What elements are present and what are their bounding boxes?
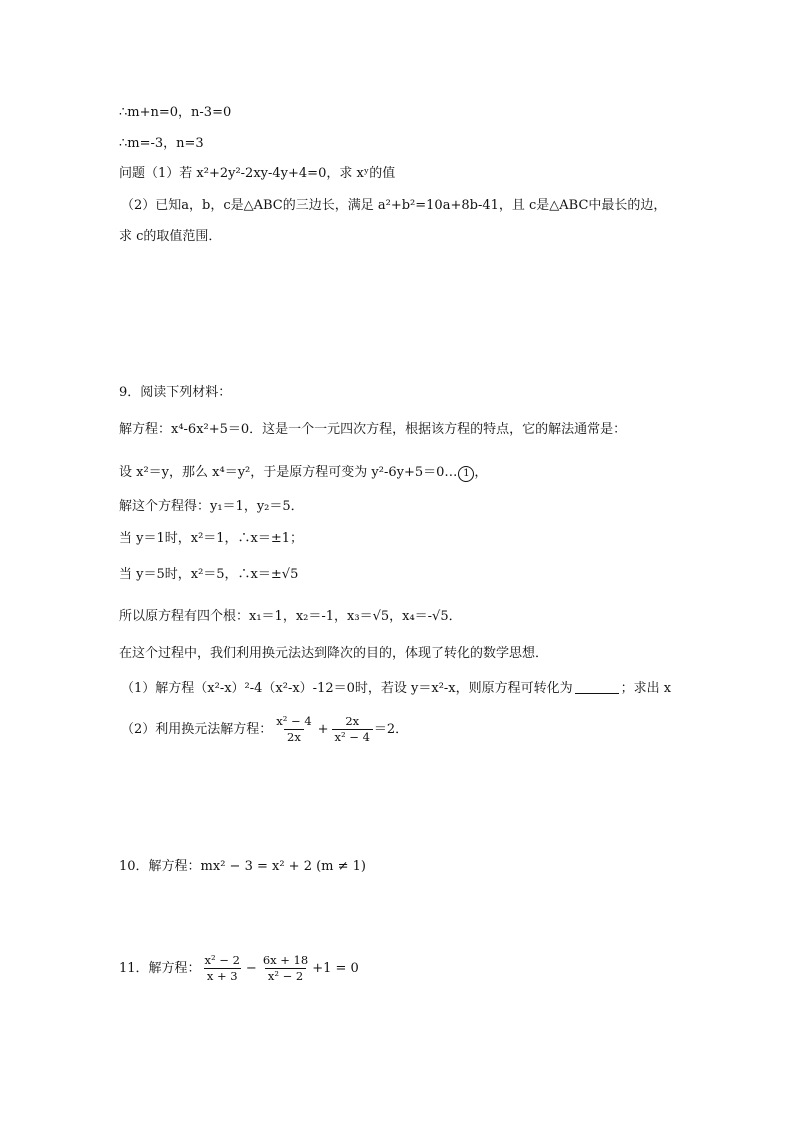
problem-11 <box>119 952 359 986</box>
problem-11-fraction-1-numerator: x² − 2 <box>204 953 240 967</box>
problem-11-fraction-1-denominator: x + 3 <box>204 968 241 983</box>
prev-problem-line-2: ∴m=-3，n=3 <box>119 136 204 151</box>
answer-blank <box>575 693 619 694</box>
problem-11-fraction-2-numerator: 6x + 18 <box>262 953 309 967</box>
problem-9-question-2-suffix: ＝2． <box>373 722 409 737</box>
plus-sign: + <box>317 722 329 737</box>
problem-9-line-3: 解这个方程得：y₁＝1，y₂＝5． <box>119 499 304 514</box>
problem-9-line-1: 解方程：x⁴-6x²+5＝0．这是一个一元四次方程，根据该方程的特点，它的解法通常是： <box>119 422 627 437</box>
fraction-1-denominator: 2x <box>284 729 304 744</box>
problem-9-question-1 <box>121 680 671 698</box>
prev-problem-line-1: ∴m+n=0，n-3=0 <box>119 105 232 120</box>
problem-9-question-1-tail: ；求出 x <box>620 681 672 696</box>
circled-number-1: 1 <box>458 466 474 482</box>
minus-sign: − <box>245 961 257 976</box>
problem-9-line-2-end: ， <box>474 465 488 480</box>
problem-9-line-2 <box>119 464 487 482</box>
fraction-1-numerator: x² − 4 <box>276 714 312 728</box>
problem-11-fraction-2-denominator: x² − 2 <box>265 968 306 983</box>
problem-9-line-2-text: 设 x²＝y，那么 x⁴＝y²，于是原方程可变为 y²-6y+5＝0… <box>119 465 458 480</box>
problem-9-question-2 <box>121 713 408 747</box>
prev-problem-question-2-cont: 求 c的取值范围． <box>119 229 222 244</box>
fraction-2 <box>332 715 373 744</box>
problem-9-line-5: 当 y＝5时，x²＝5，∴x＝±√5 <box>119 567 299 582</box>
problem-11-fraction-1 <box>202 954 243 983</box>
prev-problem-question-1: 问题（1）若 x²+2y²-2xy-4y+4=0，求 xʸ的值 <box>119 166 396 181</box>
problem-9-question-2-prefix: （2）利用换元法解方程： <box>121 722 273 737</box>
fraction-2-numerator: 2x <box>345 714 360 728</box>
problem-11-suffix: +1 = 0 <box>312 961 359 976</box>
fraction-1 <box>273 715 314 744</box>
problem-9-line-4: 当 y＝1时，x²＝1，∴x＝±1； <box>119 531 304 546</box>
problem-11-prefix: 11．解方程： <box>119 961 201 976</box>
problem-9-heading: 9．阅读下列材料： <box>119 385 232 400</box>
fraction-2-denominator: x² − 4 <box>332 729 373 744</box>
problem-10: 10．解方程：mx² − 3 = x² + 2 (m ≠ 1) <box>119 859 367 874</box>
problem-11-fraction-2 <box>260 954 311 983</box>
problem-9-line-7: 在这个过程中，我们利用换元法达到降次的目的，体现了转化的数学思想． <box>119 646 549 661</box>
problem-9-question-1-text: （1）解方程（x²-x）²-4（x²-x）-12＝0时，若设 y＝x²-x，则原方程可转化为 <box>121 681 573 696</box>
prev-problem-question-2: （2）已知a，b，c是△ABC的三边长，满足 a²+b²=10a+8b-41，且 c是△ABC中最长的边， <box>121 198 667 213</box>
problem-9-line-6: 所以原方程有四个根：x₁＝1，x₂＝-1，x₃＝√5，x₄＝-√5． <box>119 609 462 624</box>
